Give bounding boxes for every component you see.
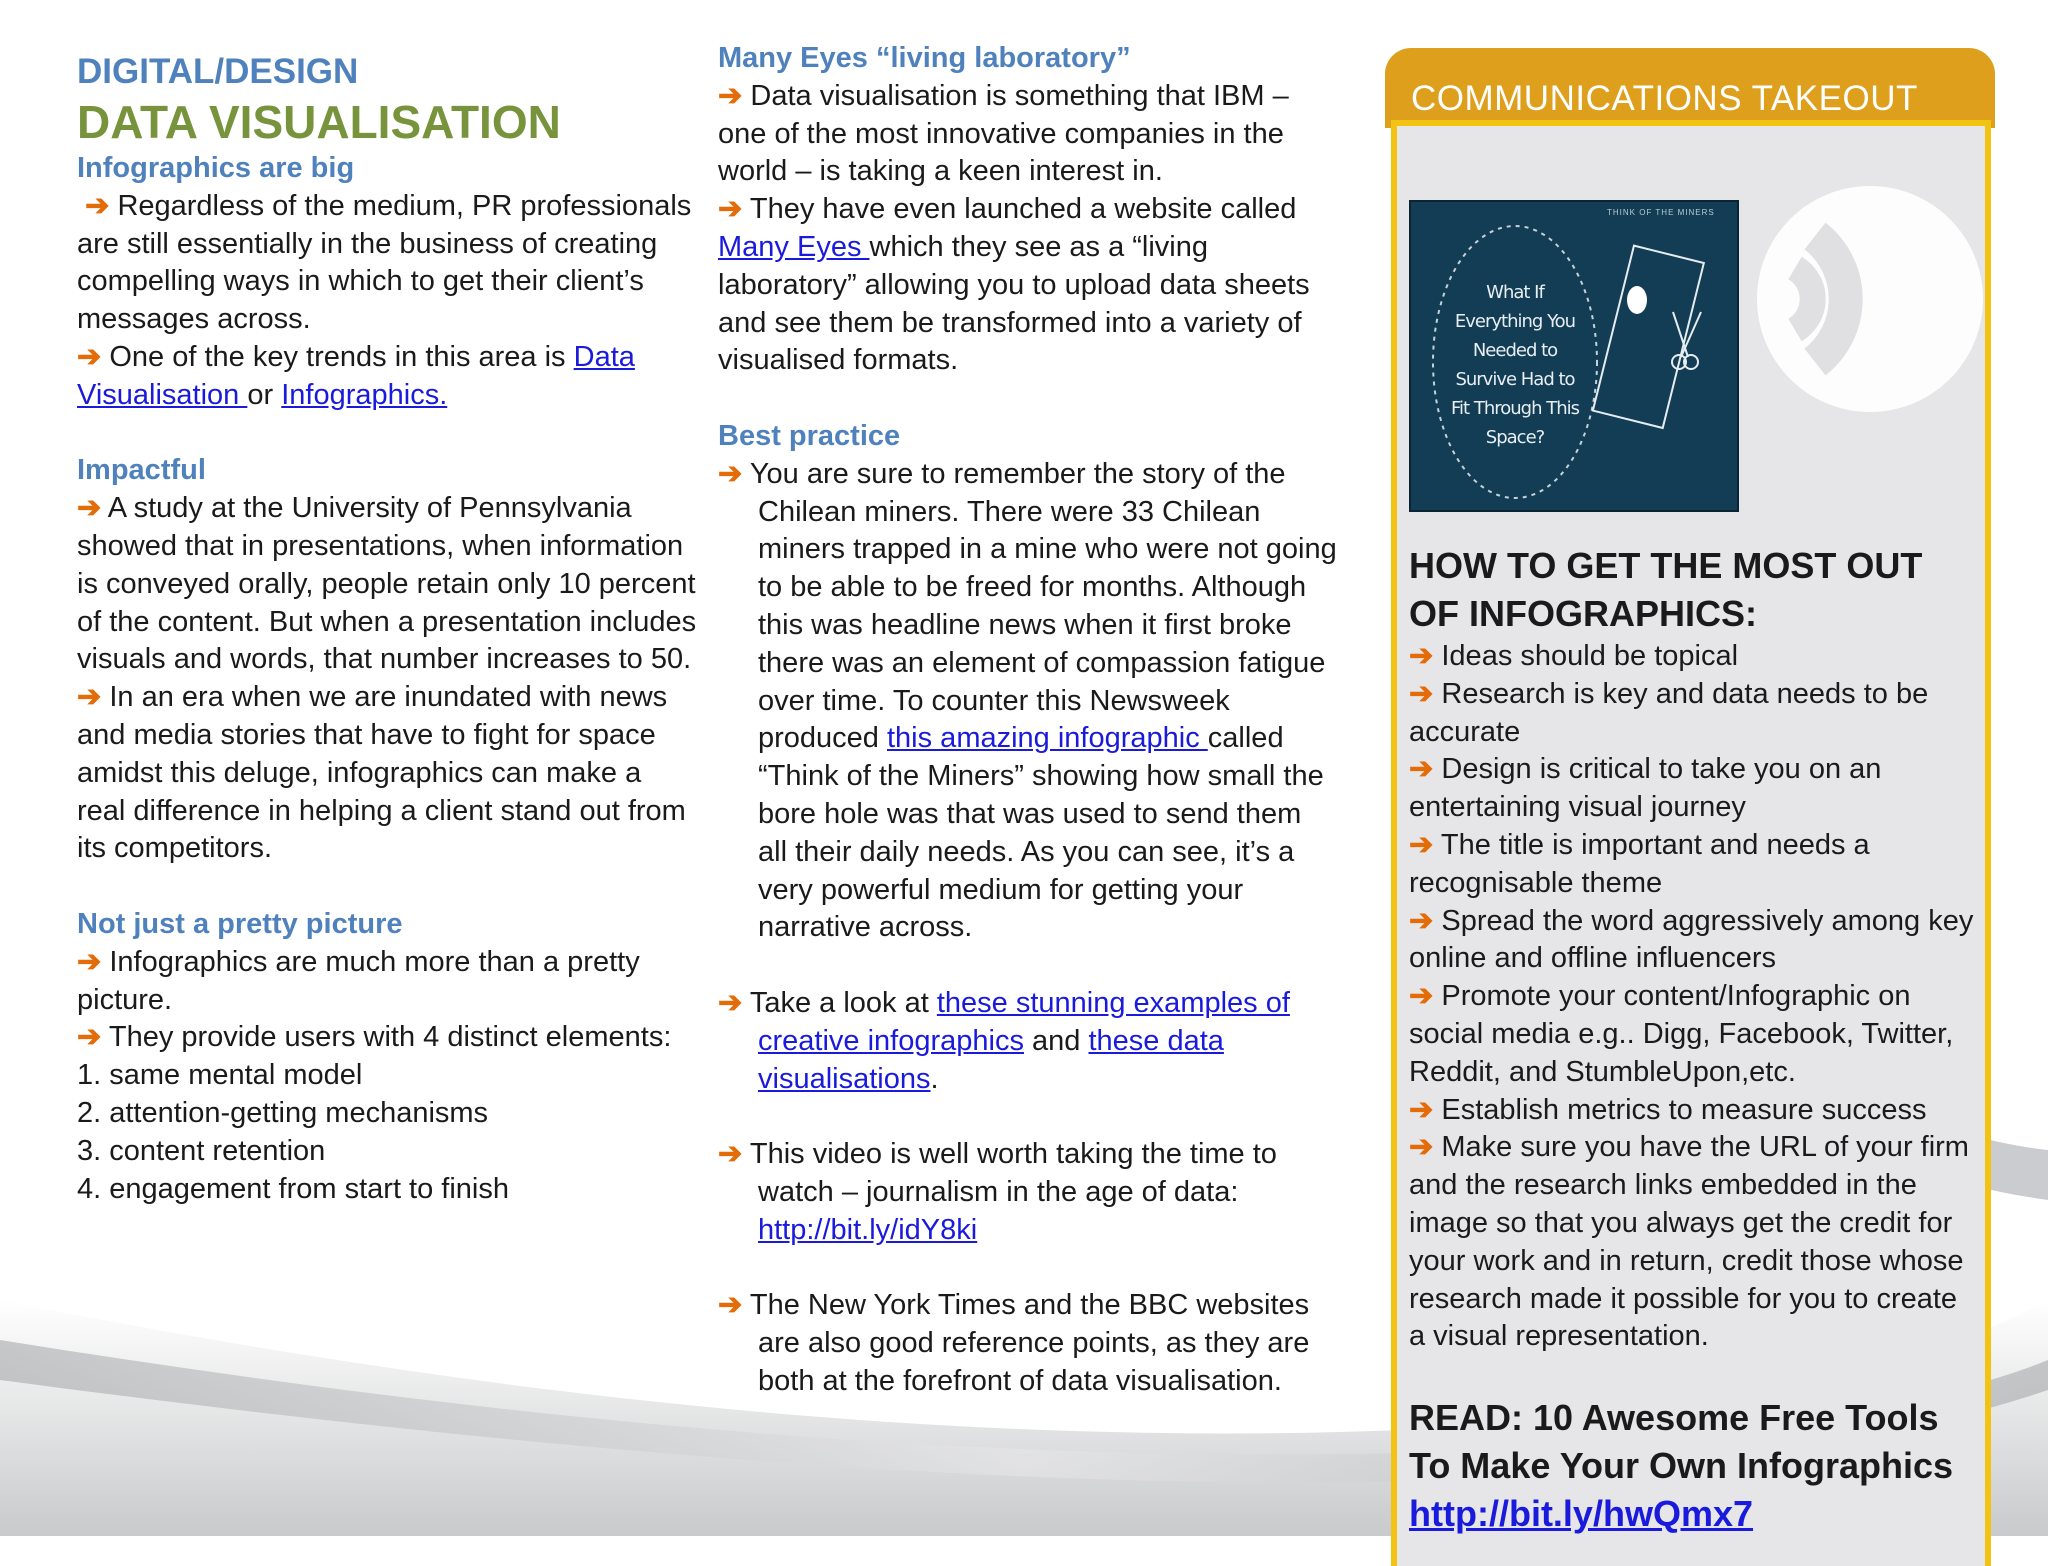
read-heading: READ: 10 Awesome Free Tools To Make Your Own Infographics <box>1409 1396 1954 1486</box>
arrow-icon: ➔ <box>1409 640 1434 672</box>
arrow-icon: ➔ <box>85 189 110 222</box>
paragraph-text: which they see as a “living laboratory” allowing you to upload data sheets and see them be transformed into a variety of visualised formats. <box>718 230 1310 377</box>
heading-text: Many Eyes “living laboratory” <box>718 42 1131 74</box>
creative-infographics-link[interactable]: these stunning examples of creative infographics <box>758 986 1290 1057</box>
paragraph-text: Data visualisation is something that IBM – one of the most innovative companies in the world – is taking a keen interest in. <box>718 79 1289 188</box>
tip-item <box>1409 751 1979 827</box>
paragraph-text: Regardless of the medium, PR professionals are still essentially in the business of creating compelling ways in which to get their client’s messages across. <box>77 189 692 336</box>
arrow-icon: ➔ <box>77 340 102 373</box>
paragraph-text: The New York Times and the BBC websites are also good reference points, as they are both at the forefront of data visualisation. <box>749 1289 1310 1397</box>
paragraph <box>718 191 1338 380</box>
section-kicker: DIGITAL/DESIGN <box>77 52 359 91</box>
tip-item <box>1409 676 1979 752</box>
amazing-infographic-link[interactable]: this amazing infographic <box>887 722 1208 755</box>
spacer <box>77 868 697 906</box>
arrow-icon: ➔ <box>1409 753 1434 786</box>
tip-text: Make sure you have the URL of your firm and the research links embedded in the image so that you always get the credit for your work and in return, credit those whose research made it possible for you to create a visual representation. <box>1409 1131 1969 1353</box>
heading-infographics-are-big: Infographics are big <box>77 152 355 184</box>
arrow-icon: ➔ <box>718 193 743 226</box>
paragraph <box>77 944 697 1020</box>
infographics-link[interactable]: Infographics. <box>281 378 448 411</box>
list-item: 1. same mental model <box>77 1059 363 1092</box>
paragraph <box>718 78 1338 191</box>
arrow-icon: ➔ <box>1409 980 1434 1013</box>
tip-item <box>1409 1092 1979 1130</box>
thumbnail-headline: What If Everything You Needed to Survive Had to Fit Through This Space? <box>1451 282 1579 448</box>
tip-item <box>1409 638 1979 676</box>
page-title: DATA VISUALISATION <box>77 96 561 148</box>
spacer <box>77 415 697 453</box>
middle-column <box>718 40 1338 1401</box>
heading-many-eyes <box>718 40 1338 78</box>
paragraph <box>718 456 1338 947</box>
paragraph <box>77 490 697 679</box>
arrow-icon: ➔ <box>718 1289 743 1322</box>
arrow-icon: ➔ <box>718 1138 743 1171</box>
paragraph <box>77 1019 697 1057</box>
tip-text: Design is critical to take you on an entertaining visual journey <box>1409 753 1882 824</box>
tip-text: Ideas should be topical <box>1441 640 1739 672</box>
spacer <box>718 1098 1338 1136</box>
how-to-heading: HOW TO GET THE MOST OUT OF INFOGRAPHICS: <box>1409 545 1923 634</box>
paragraph-text: This video is well worth taking the time to watch – journalism in the age of data: <box>749 1138 1277 1208</box>
paragraph <box>718 985 1338 1098</box>
paragraph <box>718 1136 1338 1249</box>
arrow-icon: ➔ <box>77 492 102 525</box>
paragraph-text: In an era when we are inundated with news and media stories that have to fight for space amidst this deluge, infographics can make a real difference in helping a client stand out from its competitors. <box>77 681 686 865</box>
panel-header <box>1385 48 1995 128</box>
spacer <box>718 380 1338 418</box>
many-eyes-link[interactable]: Many Eyes <box>718 230 870 263</box>
paragraph-text: A study at the University of Pennsylvania showed that in presentations, when information is conveyed orally, people retain only 10 percent of the content. But when a presentation includes visuals and words, that number increases to 50. <box>77 492 697 676</box>
paragraph-text: Take a look at <box>749 986 937 1019</box>
arrow-icon: ➔ <box>77 945 102 978</box>
panel-body <box>1391 120 1991 1566</box>
left-column <box>77 50 697 1208</box>
panel-content <box>1409 542 1979 1538</box>
tip-text: The title is important and needs a recognisable theme <box>1409 828 1870 899</box>
paragraph-text: Infographics are much more than a pretty picture. <box>77 945 640 1016</box>
heading-impactful: Impactful <box>77 454 206 487</box>
paragraph <box>77 339 697 415</box>
tip-text: Establish metrics to measure success <box>1441 1093 1927 1126</box>
arrow-icon: ➔ <box>1409 1131 1434 1164</box>
paragraph-text: called “Think of the Miners” showing how small the bore hole was that was used to send them all their daily needs. As you can see, it’s a very powerful medium for getting your narrative across. <box>758 722 1324 944</box>
paragraph <box>77 188 697 339</box>
paragraph-text: You are sure to remember the story of the Chilean miners. There were 33 Chilean miners trapped in a mine who were not going to be able to be freed for months. Although this was headline news when it first broke there was an element of compassion fatigue over time. To counter this Newsweek produced <box>742 457 1337 755</box>
communications-takeout-panel <box>1385 48 1995 1548</box>
speaker-logo-icon <box>1755 184 1985 414</box>
arrow-icon: ➔ <box>77 1021 102 1054</box>
list-item: 4. engagement from start to finish <box>77 1172 509 1205</box>
paragraph-text: They have even launched a website called <box>749 193 1297 226</box>
heading-best-practice: Best practice <box>718 419 901 452</box>
read-link[interactable]: http://bit.ly/hwQmx7 <box>1409 1492 1754 1534</box>
paragraph-text: They provide users with 4 distinct elements: <box>108 1021 672 1054</box>
heading-not-just-a-pretty-picture: Not just a pretty picture <box>77 907 403 940</box>
paragraph-text: One of the key trends in this area is <box>109 340 574 373</box>
panel-header-title: COMMUNICATIONS TAKEOUT <box>1411 79 1918 118</box>
paragraph <box>77 679 697 868</box>
spacer <box>718 1250 1338 1288</box>
arrow-icon: ➔ <box>718 986 743 1019</box>
tip-text: Spread the word aggressively among key online and offline influencers <box>1409 904 1974 975</box>
arrow-icon: ➔ <box>718 79 743 112</box>
data-visualisations-link[interactable]: these data visualisations <box>758 1024 1224 1095</box>
paragraph-text: . <box>930 1062 939 1095</box>
arrow-icon: ➔ <box>1409 677 1434 710</box>
tip-item <box>1409 827 1979 903</box>
arrow-icon: ➔ <box>1409 1093 1434 1126</box>
arrow-icon: ➔ <box>718 457 743 490</box>
paragraph <box>718 1287 1338 1400</box>
tip-text: Promote your content/Infographic on social media e.g.. Digg, Facebook, Twitter, Reddit, and StumbleUpon,etc. <box>1409 980 1954 1088</box>
spacer <box>1409 1356 1979 1394</box>
list-item: 2. attention-getting mechanisms <box>77 1096 489 1129</box>
infographic-thumbnail[interactable] <box>1409 200 1739 512</box>
arrow-icon: ➔ <box>1409 828 1434 861</box>
video-link[interactable]: http://bit.ly/idY8ki <box>758 1213 978 1246</box>
tip-text: Research is key and data needs to be accurate <box>1409 677 1929 748</box>
paragraph-text: or <box>247 378 282 411</box>
thumbnail-caption: THINK OF THE MINERS <box>1607 208 1715 217</box>
arrow-icon: ➔ <box>77 681 102 714</box>
spacer <box>718 947 1338 985</box>
paragraph-text: and <box>1023 1024 1089 1057</box>
tip-item <box>1409 903 1979 979</box>
tip-item <box>1409 1129 1979 1356</box>
list-item: 3. content retention <box>77 1134 326 1167</box>
data-visualisation-link[interactable]: Data Visualisation <box>77 340 635 411</box>
tip-item <box>1409 978 1979 1091</box>
arrow-icon: ➔ <box>1409 904 1434 937</box>
